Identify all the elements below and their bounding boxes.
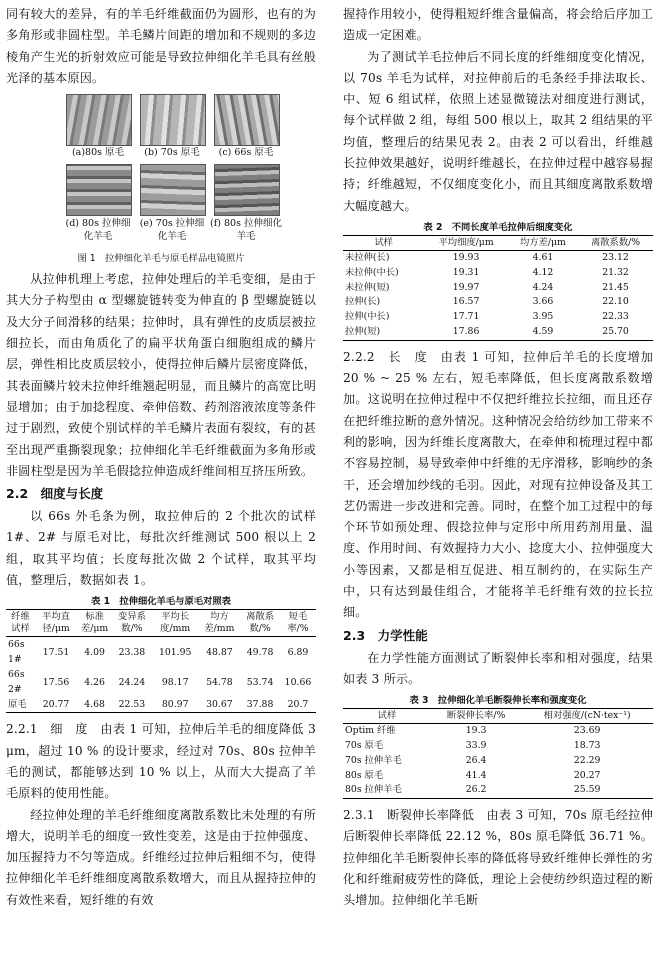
paragraph: 为了测试羊毛拉伸后不同长度的纤维细度变化情况，以 70s 羊毛为试样，对拉伸前后的毛条经手排法取长、中、短 6 组试样，依照上述显微镜法对细度进行测试，每个试样做 2 组，每组 500 根以上，取其 2 组结果的平均值，整理后的结果见表 2。由表 2 可以看出，纤维越长拉伸效果越好，说明纤维越长，在拉伸过程中越容易握持；纤维越短，不仅细度变化小，而且其细度离散系数增大幅度越大。 <box>343 49 653 213</box>
table-cell: 19.3 <box>465 725 487 737</box>
table-row <box>343 754 653 769</box>
table-cell: 37.88 <box>246 699 274 711</box>
paragraph: 2.2.2 长 度 由表 1 可知，拉伸后羊毛的长度增加 20 % ~ 25 % 左右，短毛率降低，但长度离散系数增加。这说明在拉伸过程中不仅把纤维拉长拉细，而且还存在把纤维拉断的意外情况。这种情况会给纺纱加工带来不利的影响，因为纤维长度离散大，在牵伸和梳理过程中都不容易控制，易导致牵伸中纤维的无序滑移，影响纱的条干，还会增加纱线的毛羽。因此，对现有拉伸设备及其工艺仍需进一步改进和完善。同时，在整个加工过程中的每个环节如预处理、假捻拉伸与定形中所用药剂用量、温度、作用时间、有效握持力大小、捻度大小、拉伸强度大小等因素，又都是相互促进、相互制约的，在实际生产中，只有达到最佳组合，才能将羊毛纤维有效的拉长拉细。 <box>343 349 653 620</box>
paragraph: 以 66s 外毛条为例，取拉伸后的 2 个批次的试样 1#、2# 与原毛对比，每批次纤维测试 500 根以上 2 组，取其平均值；长度每批次做 2 个试样，取其平均值，整理后，数据如表 1。 <box>6 509 316 588</box>
table-cell: 54.78 <box>206 676 233 688</box>
table-cell: 16.57 <box>452 296 480 308</box>
table-cell: 26.4 <box>465 754 487 766</box>
sem-photo-c <box>214 94 280 146</box>
table-cell: 25.59 <box>573 784 601 796</box>
table-cell: 20.7 <box>287 699 309 711</box>
left-column <box>6 4 316 911</box>
table-cell: 3.95 <box>532 311 554 323</box>
sem-photo-f <box>214 164 280 216</box>
paragraph: 从拉伸机理上考虑，拉伸处理后的羊毛变细，是由于其大分子构型由 α 型螺旋链转变为伸直的 β 型螺旋链以及大分子间滑移的结果；拉伸时，具有弹性的皮质层被拉细拉长，而由角质化了的扁平状角蛋白细胞组成的鳞片层，弹性相比皮质层较小，使得拉伸后鳞片层密度降低，其表面鳞片较未拉伸纤维翘起明显，而且鳞片的高宽比明显增加；由于加捻程度、牵伸倍数、药剂溶液浓度等条件过于剧烈，致使个别试样的羊毛鳞片表面有裂纹，有的甚至出现严重撕裂现象；拉伸细化羊毛纤维截面为多角形或非圆柱型是因为羊毛假捻拉伸造成纤维间相互挤压所致。 <box>6 272 316 478</box>
table-cell: 24.24 <box>118 676 146 688</box>
table-cell: 未拉伸(长) <box>345 251 390 263</box>
table-header-cell: 离散系数/% <box>246 611 275 635</box>
table-row <box>343 739 653 754</box>
table-header-cell: 平均细度/μm <box>438 236 494 248</box>
figure-title: 图 1 拉伸细化羊毛与原毛样品电镜照片 <box>77 253 245 265</box>
table-cell: 拉伸(短) <box>345 325 381 337</box>
table-header-cell: 均方差/mm <box>204 611 235 635</box>
section-heading: 2.3 力学性能 <box>343 627 428 643</box>
table-cell: 30.67 <box>206 699 233 711</box>
table-cell: 10.66 <box>284 676 312 688</box>
table-cell: Optim 纤维 <box>345 725 396 737</box>
table-3 <box>343 708 653 799</box>
paragraph: 2.2.1 细 度 由表 1 可知，拉伸后羊毛的细度降低 3 μm，超过 10 % 的设计要求，经过对 70s、80s 拉伸羊毛的测试，都能够达到 10 % 以上，从而大大提高了羊毛原料的使用性能。 <box>6 722 316 801</box>
table-row <box>343 325 653 340</box>
table-cell: 拉伸(长) <box>345 296 381 308</box>
table-row <box>343 266 653 281</box>
sem-photo-e <box>140 164 206 216</box>
table-header-cell: 平均直径/μm <box>42 611 70 635</box>
table-cell: 26.2 <box>465 784 487 796</box>
table-header-cell: 试样 <box>374 236 393 248</box>
table-cell: 未拉伸(短) <box>345 281 390 293</box>
table-cell: 4.61 <box>532 251 554 263</box>
table-cell: 41.4 <box>465 769 487 781</box>
table-cell: 17.71 <box>452 311 480 323</box>
table-row <box>6 697 316 713</box>
table-cell: 22.29 <box>573 754 601 766</box>
table-row <box>343 250 653 265</box>
paragraph: 在力学性能方面测试了断裂伸长率和相对强度，结果如表 3 所示。 <box>343 650 653 686</box>
table-cell: 4.09 <box>84 646 105 658</box>
sem-photo-a <box>66 94 132 146</box>
table-cell: 70s 拉伸羊毛 <box>345 754 402 766</box>
table-cell: 21.45 <box>602 281 629 293</box>
table-cell: 4.59 <box>532 325 554 337</box>
paragraph: 握持作用较小，使得粗短纤维含量偏高，将会给后序加工造成一定困难。 <box>343 7 653 43</box>
table-cell: 23.12 <box>602 251 629 263</box>
section-heading: 2.2 细度与长度 <box>6 486 104 502</box>
table-header-cell: 平均长度/mm <box>160 611 191 635</box>
table-cell: 101.95 <box>158 646 192 658</box>
table-cell: 17.56 <box>42 676 70 688</box>
paragraph: 2.3.1 断裂伸长率降低 由表 3 可知，70s 原毛经拉伸后断裂伸长率降低 22.12 %，80s 原毛降低 36.71 %。拉伸细化羊毛断裂伸长率的降低将导致纤维伸长弹性的劣化和纤维耐疲劳性的降低，理论上会使纺纱织造过程的断头增加。拉伸细化羊毛断 <box>343 808 653 908</box>
table-cell: 98.17 <box>161 676 189 688</box>
table-cell: 3.66 <box>532 296 554 308</box>
table-caption: 表 2 不同长度羊毛拉伸后细度变化 <box>423 221 573 233</box>
table-cell: 22.53 <box>118 699 146 711</box>
table-cell: 49.78 <box>246 646 274 658</box>
table-cell: 25.70 <box>602 325 629 337</box>
table-cell: 70s 原毛 <box>345 740 384 751</box>
figure-caption-a: (a)80s 原毛 <box>71 147 125 159</box>
table-row <box>6 637 316 668</box>
table-cell: 18.73 <box>573 740 601 751</box>
table-row <box>343 724 653 739</box>
table-header-cell: 短毛率/% <box>287 611 309 635</box>
table-cell: 80s 原毛 <box>345 769 384 781</box>
table-cell: 48.87 <box>206 646 233 658</box>
figure-1 <box>6 92 316 265</box>
right-column <box>343 4 653 912</box>
table-header-cell: 试样 <box>377 710 397 722</box>
table-header-cell: 相对强度/(cN·tex⁻¹) <box>543 710 631 722</box>
table-header-cell: 纤维试样 <box>11 611 30 635</box>
paragraph: 同有较大的差异，有的羊毛纤维截面仍为圆形，也有的为多角形或非圆柱型。羊毛鳞片间距的增加和不规则的多边棱角产生光的折射效应可能是导致拉伸细化羊毛具有丝般光泽的基本原因。 <box>6 7 316 85</box>
table-header-cell: 离散系数/% <box>590 236 641 248</box>
figure-caption-e: (e) 70s 拉伸细化羊毛 <box>139 218 205 243</box>
table-cell: 66s 2# <box>8 669 25 696</box>
table-caption: 表 1 拉伸细化羊毛与原毛对照表 <box>91 596 231 608</box>
table-header-cell: 断裂伸长率/% <box>446 710 506 722</box>
figure-caption-c: (c) 66s 原毛 <box>218 147 274 159</box>
table-cell: 22.33 <box>602 311 629 323</box>
sem-photo-d <box>66 164 132 216</box>
table-cell: 6.89 <box>287 646 309 658</box>
table-2 <box>343 235 653 341</box>
table-row <box>343 783 653 798</box>
table-cell: 4.24 <box>532 281 554 293</box>
table-cell: 23.69 <box>573 725 601 737</box>
table-cell: 33.9 <box>465 740 487 751</box>
table-cell: 80s 拉伸羊毛 <box>345 784 402 796</box>
table-row <box>343 310 653 325</box>
table-cell: 53.74 <box>246 676 274 688</box>
figure-caption-d: (d) 80s 拉伸细化羊毛 <box>65 218 131 243</box>
table-cell: 23.38 <box>118 646 146 658</box>
table-cell: 4.12 <box>532 266 554 278</box>
table-header-cell: 均方差/μm <box>519 236 566 248</box>
paragraph: 经拉伸处理的羊毛纤维细度离散系数比未处理的有所增大，说明羊毛的细度一致性变差，这是由于拉伸强度、加压握持力不匀等造成。纤维经过拉伸后粗细不匀，使得拉伸细化羊毛纤维细度离散系数增大，而且从握持拉伸的有效性来看，短纤维的有效 <box>6 807 316 907</box>
table-cell: 20.27 <box>573 769 601 781</box>
table-cell: 20.77 <box>42 699 70 711</box>
table-cell: 4.26 <box>84 676 105 688</box>
table-cell: 原毛 <box>8 699 27 711</box>
table-cell: 未拉伸(中长) <box>345 266 399 278</box>
table-cell: 66s 1# <box>8 639 25 666</box>
table-cell: 21.32 <box>602 266 629 278</box>
table-cell: 22.10 <box>602 296 629 308</box>
table-cell: 19.93 <box>452 251 480 263</box>
figure-caption-b: (b) 70s 原毛 <box>144 147 200 159</box>
table-row <box>343 281 653 296</box>
table-header-cell: 标准差/μm <box>80 611 109 635</box>
table-header-cell: 变异系数/% <box>117 611 146 635</box>
table-cell: 4.68 <box>84 699 105 711</box>
table-cell: 拉伸(中长) <box>345 311 390 323</box>
table-cell: 17.51 <box>42 646 70 658</box>
table-1 <box>6 609 316 713</box>
table-cell: 17.86 <box>452 325 480 337</box>
figure-caption-f: (f) 80s 拉伸细化羊毛 <box>210 218 282 243</box>
table-caption: 表 3 拉伸细化羊毛断裂伸长率和强度变化 <box>409 695 587 707</box>
table-row <box>343 769 653 784</box>
table-row <box>6 667 316 697</box>
table-cell: 80.97 <box>161 699 189 711</box>
table-cell: 19.31 <box>452 266 480 278</box>
table-row <box>343 295 653 310</box>
table-cell: 19.97 <box>452 281 480 293</box>
sem-photo-b <box>140 94 206 146</box>
